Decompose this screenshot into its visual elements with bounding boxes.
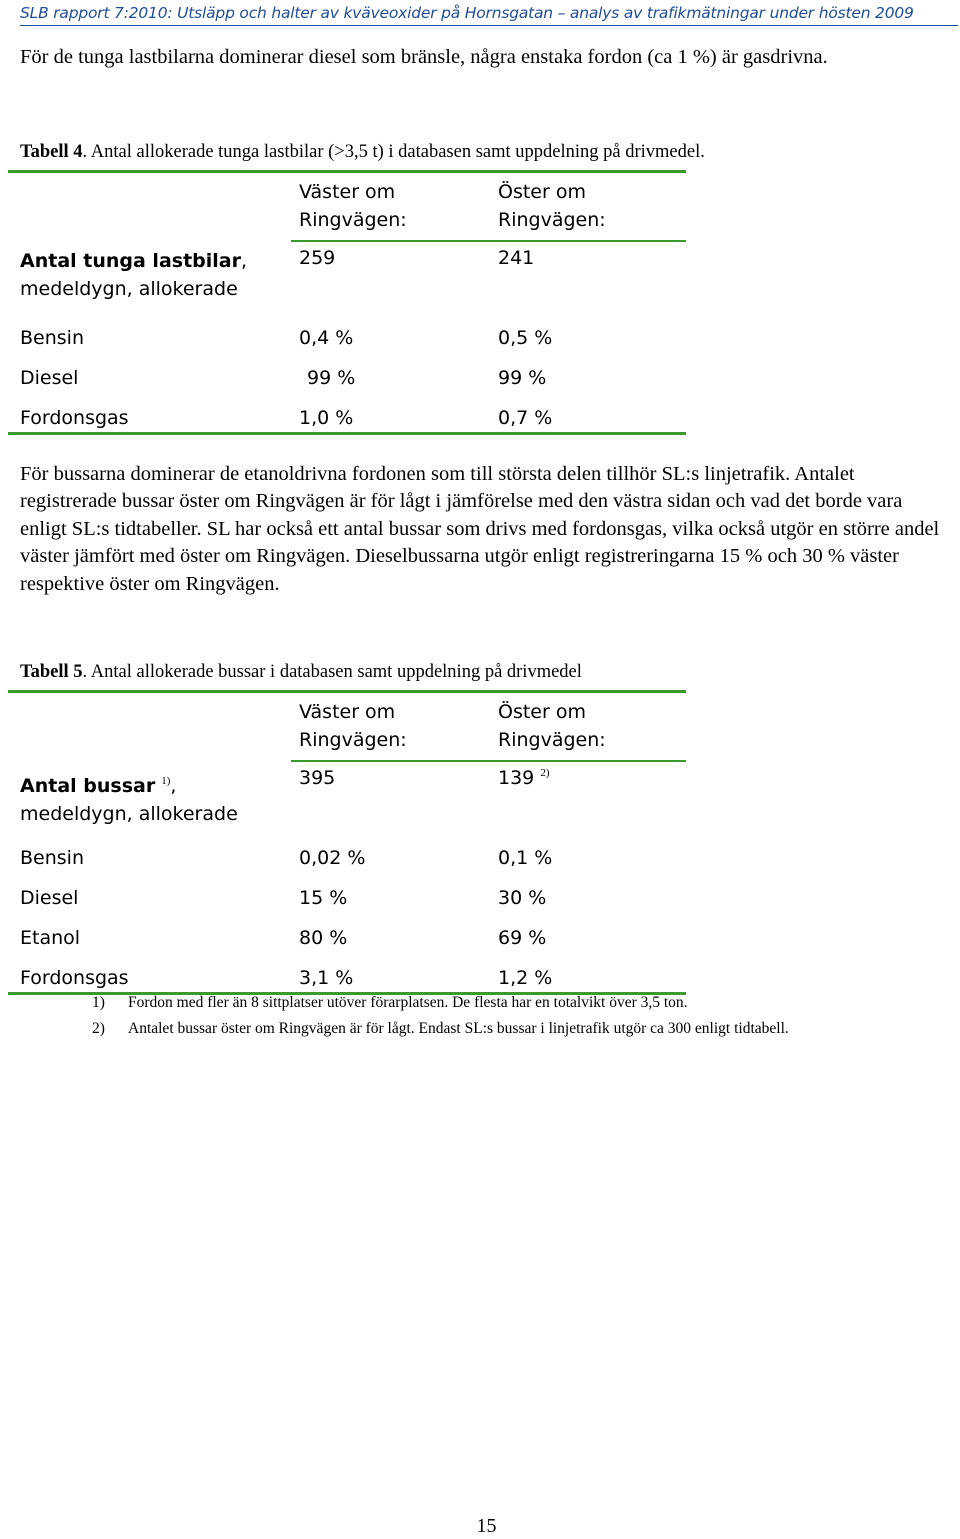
table4-row-west: 99 % (307, 367, 356, 389)
table5-row-west: 3,1 % (299, 967, 354, 989)
table4-row-east: 0,5 % (498, 327, 553, 349)
table4-row-label: Fordonsgas (20, 407, 129, 429)
table4-main-east: 241 (498, 247, 535, 269)
table5-row-east: 30 % (498, 887, 547, 909)
table4-row-east: 0,7 % (498, 407, 553, 429)
table5-main-label (20, 767, 238, 828)
footnote-number: 1) (92, 994, 105, 1011)
bus-paragraph: För bussarna dominerar de etanoldrivna fordonen som till största delen tillhör SL:s linjetrafik. Antalet registrerade bussar öster om Ringvägen är för lågt i jämförelse med den västra sidan och vad det borde vara enligt SL:s tidtabeller. SL har också ett antal bussar som drivs med fordonsgas, vilka också utgör en större andel väster jämfört med öster om Ringvägen. Dieselbussarna utgör enligt registreringarna 15 % och 30 % väster respektive öster om Ringvägen. (20, 463, 940, 595)
table4-col-east: Öster om Ringvägen: (498, 181, 606, 231)
table4-label: Tabell 4 (20, 142, 83, 162)
table5-col-west: Väster om Ringvägen: (299, 701, 407, 751)
table5-caption (20, 662, 950, 683)
table5-main-east-footnote: 2) (540, 767, 550, 779)
table5-row-west: 0,02 % (299, 847, 366, 869)
table4-row-west: 0,4 % (299, 327, 354, 349)
table4-row-west: 1,0 % (299, 407, 354, 429)
table4-row-label: Bensin (20, 327, 84, 349)
table4-header (291, 173, 686, 242)
table5-row-east: 1,2 % (498, 967, 553, 989)
table4-row-main (8, 242, 686, 319)
table4-main-label-comma: , (240, 250, 248, 272)
running-header: SLB rapport 7:2010: Utsläpp och halter av kväveoxider på Hornsgatan – analys av trafikmätningar under hösten 2009 (20, 4, 958, 26)
table5-row-east: 69 % (498, 927, 547, 949)
table4-caption-text: . Antal allokerade tunga lastbilar (>3,5 t) i databasen samt uppdelning på drivmedel. (82, 142, 705, 162)
table5-main-west: 395 (299, 767, 336, 789)
table5-row-label: Etanol (20, 927, 81, 949)
page-number: 15 (476, 1515, 497, 1537)
table4-row-label: Diesel (20, 367, 79, 389)
table5-row-main (8, 762, 686, 839)
table5-main-label-bold: Antal bussar (20, 775, 156, 797)
table4-row-east: 99 % (498, 367, 547, 389)
table4-row (8, 359, 686, 399)
table5-row-label: Diesel (20, 887, 79, 909)
table5-row (8, 839, 686, 879)
table4-col-west: Väster om Ringvägen: (299, 181, 407, 231)
table5 (8, 690, 686, 995)
table5-row (8, 879, 686, 919)
table4-caption (20, 142, 950, 163)
table5-main-label-line2: medeldygn, allokerade (20, 803, 238, 825)
footnote-number: 2) (92, 1020, 105, 1037)
table4-main-west: 259 (299, 247, 336, 269)
table5-row (8, 919, 686, 959)
table5-row-west: 80 % (299, 927, 348, 949)
table5-caption-text: . Antal allokerade bussar i databasen samt uppdelning på drivmedel (82, 662, 582, 682)
table4-main-label-bold: Antal tunga lastbilar (20, 250, 241, 272)
table5-main-label-comma: , (170, 775, 177, 797)
table5-main-east (498, 767, 549, 789)
table5-col-east: Öster om Ringvägen: (498, 701, 606, 751)
table5-row-west: 15 % (299, 887, 348, 909)
table4-row (8, 399, 686, 432)
footnote-text: Fordon med fler än 8 sittplatser utöver förarplatsen. De flesta har en totalvikt över 3,5 ton. (128, 994, 688, 1011)
table4-main-label-line2: medeldygn, allokerade (20, 278, 238, 300)
table5-row (8, 959, 686, 992)
table5-row-label: Bensin (20, 847, 84, 869)
table5-header (291, 693, 686, 762)
table4-main-label (20, 247, 247, 303)
table5-main-label-footnote: 1) (161, 775, 171, 787)
intro-paragraph: För de tunga lastbilarna dominerar diesel som bränsle, några enstaka fordon (ca 1 %) är gasdrivna. (20, 46, 828, 68)
footnote-text: Antalet bussar öster om Ringvägen är för lågt. Endast SL:s bussar i linjetrafik utgör ca 300 enligt tidtabell. (128, 1020, 789, 1037)
table5-label: Tabell 5 (20, 662, 83, 682)
table4-row (8, 319, 686, 359)
table5-row-east: 0,1 % (498, 847, 553, 869)
table4 (8, 170, 686, 435)
table5-main-east-value: 139 (498, 767, 535, 789)
table5-row-label: Fordonsgas (20, 967, 129, 989)
